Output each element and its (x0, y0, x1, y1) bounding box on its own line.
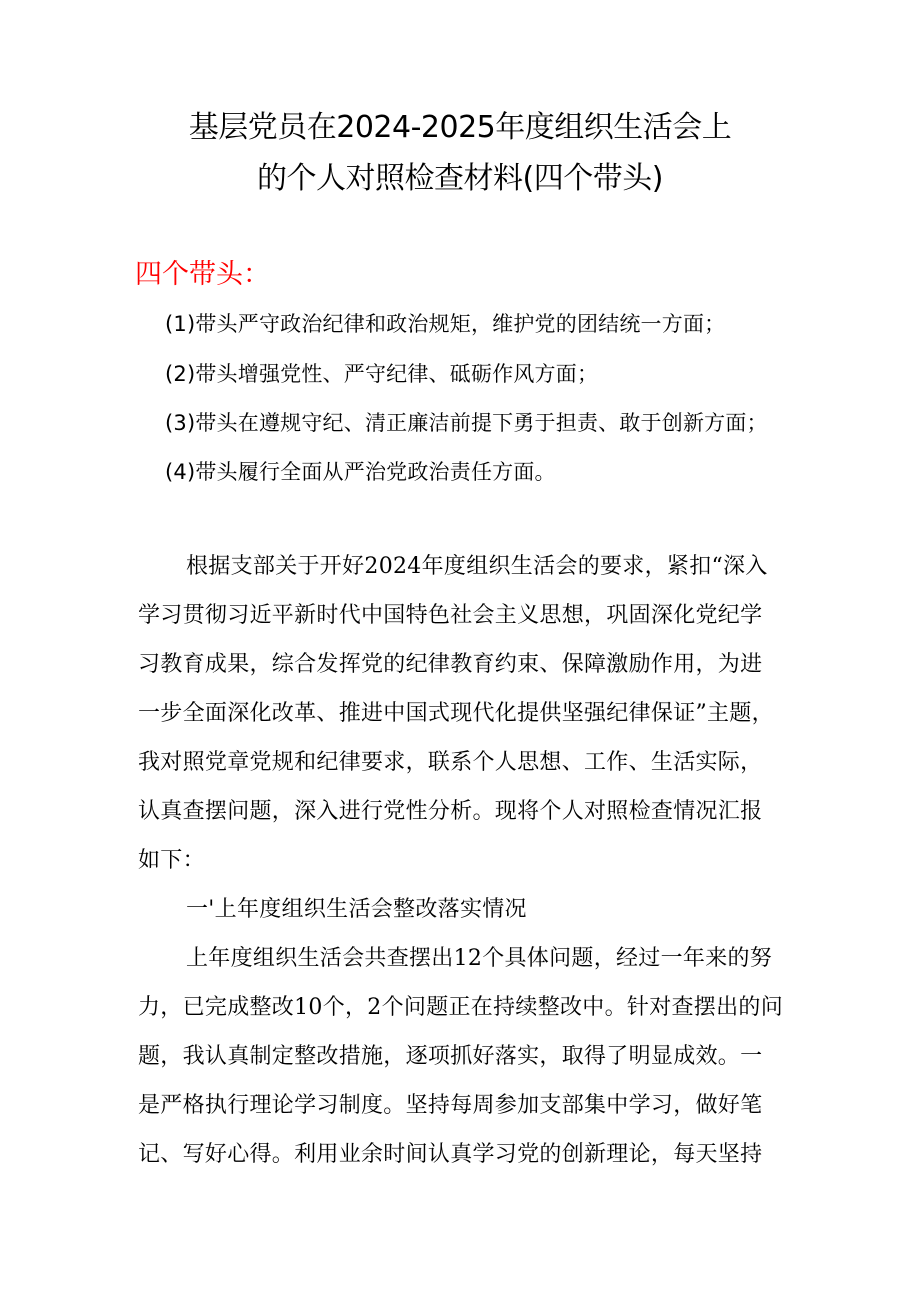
lead-item-number: (1) (165, 312, 196, 336)
lead-item-number: (3) (165, 411, 196, 435)
four-leads-heading: 四个带头： (135, 259, 270, 290)
lead-item-text: 带头严守政治纪律和政治规矩，维护党的团结统一方面； (195, 312, 726, 336)
lead-item-1 (165, 314, 725, 335)
paragraph-line: 一步全面深化改革、推进中国式现代化提供坚强纪律保证”主题， (138, 701, 774, 726)
lead-item-text: 带头增强党性、严守纪律、砥砺作风方面； (195, 362, 599, 386)
paragraph-line: 上年度组织生活会共查摆出12个具体问题，经过一年来的努 (186, 946, 773, 971)
lead-item-number: (4) (165, 460, 196, 484)
section-1-heading: 一'上年度组织生活会整改落实情况 (186, 897, 527, 922)
paragraph-line: 力，已完成整改10个，2个问题正在持续整改中。针对查摆出的问 (138, 995, 783, 1020)
lead-item-text: 带头在遵规守纪、清正廉洁前提下勇于担责、敢于创新方面； (195, 411, 768, 435)
paragraph-line: 我对照党章党规和纪律要求，联系个人思想、工作、生活实际， (138, 750, 763, 775)
paragraph-line: 题，我认真制定整改措施，逐项抓好落实，取得了明显成效。一 (138, 1044, 763, 1069)
lead-item-4 (165, 462, 556, 483)
intro-paragraph (138, 542, 798, 885)
paragraph-line: 根据支部关于开好2024年度组织生活会的要求，紧扣“深入 (186, 554, 768, 579)
paragraph-line: 是严格执行理论学习制度。坚持每周参加支部集中学习，做好笔 (138, 1093, 763, 1118)
lead-item-2 (165, 364, 598, 385)
paragraph-line: 如下： (138, 848, 205, 873)
lead-item-text: 带头履行全面从严治党政治责任方面。 (195, 460, 556, 484)
lead-item-number: (2) (165, 362, 196, 386)
rectification-paragraph (138, 934, 798, 1179)
paragraph-line: 记、写好心得。利用业余时间认真学习党的创新理论，每天坚持 (138, 1142, 763, 1167)
paragraph-line: 学习贯彻习近平新时代中国特色社会主义思想，巩固深化党纪学 (138, 603, 763, 628)
document-title-line-1: 基层党员在2024-2025年度组织生活会上 (188, 110, 732, 145)
section-1-heading-block (138, 885, 798, 934)
document-title-line-2: 的个人对照检查材料(四个带头) (257, 161, 663, 196)
paragraph-line: 认真查摆问题，深入进行党性分析。现将个人对照检查情况汇报 (138, 799, 763, 824)
paragraph-line: 习教育成果，综合发挥党的纪律教育约束、保障激励作用，为进 (138, 652, 763, 677)
lead-item-3 (165, 413, 768, 434)
